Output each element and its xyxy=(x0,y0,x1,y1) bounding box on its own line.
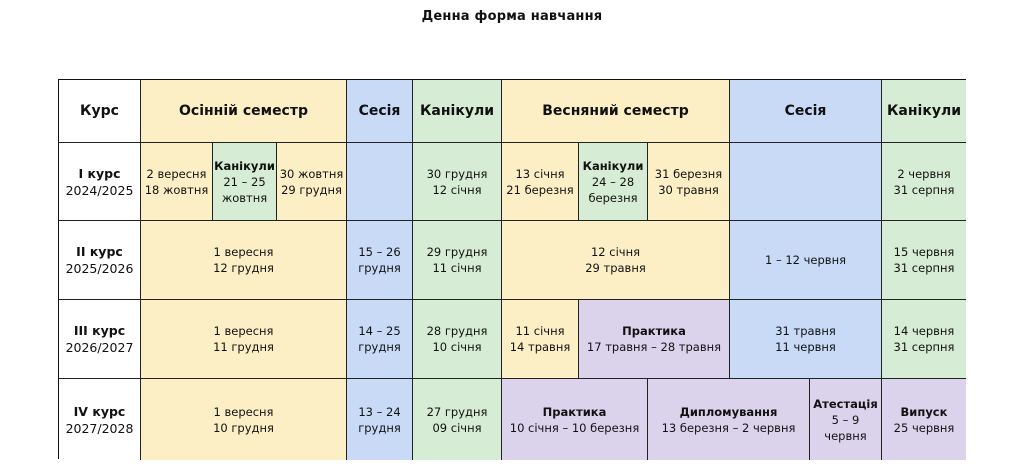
course-cell-2 xyxy=(59,221,141,300)
date-end: 31 серпня xyxy=(893,182,955,197)
date-start: 28 грудня xyxy=(426,324,488,338)
practice-dates: 17 травня – 28 травня xyxy=(586,340,722,354)
date-end: 11 грудня xyxy=(213,340,274,354)
header-autumn-semester: Осінній семестр xyxy=(141,80,347,143)
spring-period-1 xyxy=(502,143,579,221)
practice-title: Практика xyxy=(622,324,686,338)
autumn-semester xyxy=(141,300,347,379)
date-end: 31 серпня xyxy=(893,261,955,275)
date-end: 29 травня xyxy=(585,261,646,275)
date-start: 12 січня xyxy=(590,245,641,259)
course-name: I курс xyxy=(78,165,121,181)
attestation-range: 5 – 9 xyxy=(831,412,860,427)
course-cell-1 xyxy=(59,143,141,221)
date-end: 30 травня xyxy=(658,182,719,197)
diploma-title: Дипломування xyxy=(679,404,778,419)
date-start: 15 червня xyxy=(893,245,955,259)
practice-title: Практика xyxy=(542,404,607,419)
page-title: Денна форма навчання xyxy=(421,9,603,24)
date-end: 21 березня xyxy=(506,182,574,197)
course-years: 2026/2027 xyxy=(65,340,134,355)
date-end: 29 грудня xyxy=(281,182,342,197)
spring-semester xyxy=(502,221,730,300)
break-title: Канікули xyxy=(582,158,644,173)
holidays-1 xyxy=(413,143,502,221)
holidays-2 xyxy=(882,300,966,379)
course-years: 2027/2028 xyxy=(65,420,134,436)
session-1 xyxy=(347,300,413,379)
autumn-period-1 xyxy=(141,143,213,221)
holidays-1 xyxy=(413,300,502,379)
course-years: 2024/2025 xyxy=(65,182,134,198)
date-start: 1 вересня xyxy=(213,245,274,259)
holidays-2 xyxy=(882,221,966,300)
date-end: 18 жовтня xyxy=(144,182,209,197)
holidays-1 xyxy=(413,221,502,300)
date-start: 31 березня xyxy=(654,166,723,181)
date-month: грудня xyxy=(358,340,401,354)
date-range: 21 – 25 xyxy=(223,174,266,189)
header-holidays-1: Канікули xyxy=(413,80,502,143)
date-end: 31 серпня xyxy=(893,340,955,354)
practice xyxy=(579,300,730,379)
date-month: березня xyxy=(588,190,638,205)
date-range: 24 – 28 xyxy=(591,174,635,189)
practice-dates: 10 січня – 10 березня xyxy=(509,420,640,435)
date-month: жовтня xyxy=(221,190,268,205)
date-end: 12 грудня xyxy=(213,261,274,275)
date-range: 13 – 24 xyxy=(358,404,401,419)
course-name: II курс xyxy=(76,244,123,259)
course-cell-3 xyxy=(59,300,141,379)
break-title: Канікули xyxy=(214,158,275,173)
attestation xyxy=(810,379,882,460)
course-name: IV курс xyxy=(73,403,126,419)
date-range: 14 – 25 xyxy=(358,324,401,338)
practice xyxy=(502,379,648,460)
date-end: 14 травня xyxy=(509,340,571,354)
course-cell-4 xyxy=(59,379,141,460)
date-end: 11 січня xyxy=(432,261,482,275)
date-start: 31 травня xyxy=(775,324,836,338)
session-1-empty xyxy=(347,143,413,221)
date-start: 30 грудня xyxy=(426,166,488,181)
holidays-2 xyxy=(882,143,966,221)
session-2 xyxy=(730,300,882,379)
date-end: 10 січня xyxy=(432,340,482,354)
date-start: 1 вересня xyxy=(213,404,274,419)
autumn-semester xyxy=(141,221,347,300)
spring-period-2 xyxy=(648,143,730,221)
header-session-2: Сесія xyxy=(730,80,882,143)
attestation-title: Атестація xyxy=(813,396,878,411)
autumn-semester xyxy=(141,379,347,460)
spring-semester xyxy=(502,300,579,379)
holidays-1 xyxy=(413,379,502,460)
attestation-month: червня xyxy=(824,428,867,443)
date-month: грудня xyxy=(358,261,401,275)
session-1 xyxy=(347,379,413,460)
header-spring-semester: Весняний семестр xyxy=(502,80,730,143)
date-start: 30 жовтня xyxy=(279,166,344,181)
diploma-dates: 13 березня – 2 червня xyxy=(661,420,796,435)
diploma xyxy=(648,379,810,460)
session-1 xyxy=(347,221,413,300)
course-name: III курс xyxy=(73,323,126,338)
header-holidays-2: Канікули xyxy=(882,80,966,143)
session-2 xyxy=(730,221,882,300)
date-end: 09 січня xyxy=(432,420,482,435)
date-start: 2 вересня xyxy=(146,166,207,181)
date-end: 11 червня xyxy=(775,340,836,354)
header-session-1: Сесія xyxy=(347,80,413,143)
date-start: 14 червня xyxy=(893,324,955,338)
date-end: 12 січня xyxy=(432,182,482,197)
spring-break xyxy=(579,143,648,221)
graduation-date: 25 червня xyxy=(893,420,955,435)
autumn-break xyxy=(213,143,277,221)
date-month: грудня xyxy=(358,420,401,435)
date-end: 10 грудня xyxy=(213,420,274,435)
date-range: 15 – 26 xyxy=(358,245,401,259)
date-start: 1 вересня xyxy=(213,324,274,338)
session-2-empty xyxy=(730,143,882,221)
header-course: Курс xyxy=(59,80,141,143)
date-start: 29 грудня xyxy=(426,245,488,259)
course-years: 2025/2026 xyxy=(65,261,134,276)
schedule-table xyxy=(58,79,966,459)
autumn-period-2 xyxy=(277,143,347,221)
date-range: 1 – 12 червня xyxy=(764,253,847,267)
date-start: 27 грудня xyxy=(426,404,488,419)
graduation-title: Випуск xyxy=(900,404,948,419)
date-start: 11 січня xyxy=(515,324,565,338)
graduation xyxy=(882,379,966,460)
date-start: 13 січня xyxy=(515,166,565,181)
date-start: 2 червня xyxy=(897,166,951,181)
